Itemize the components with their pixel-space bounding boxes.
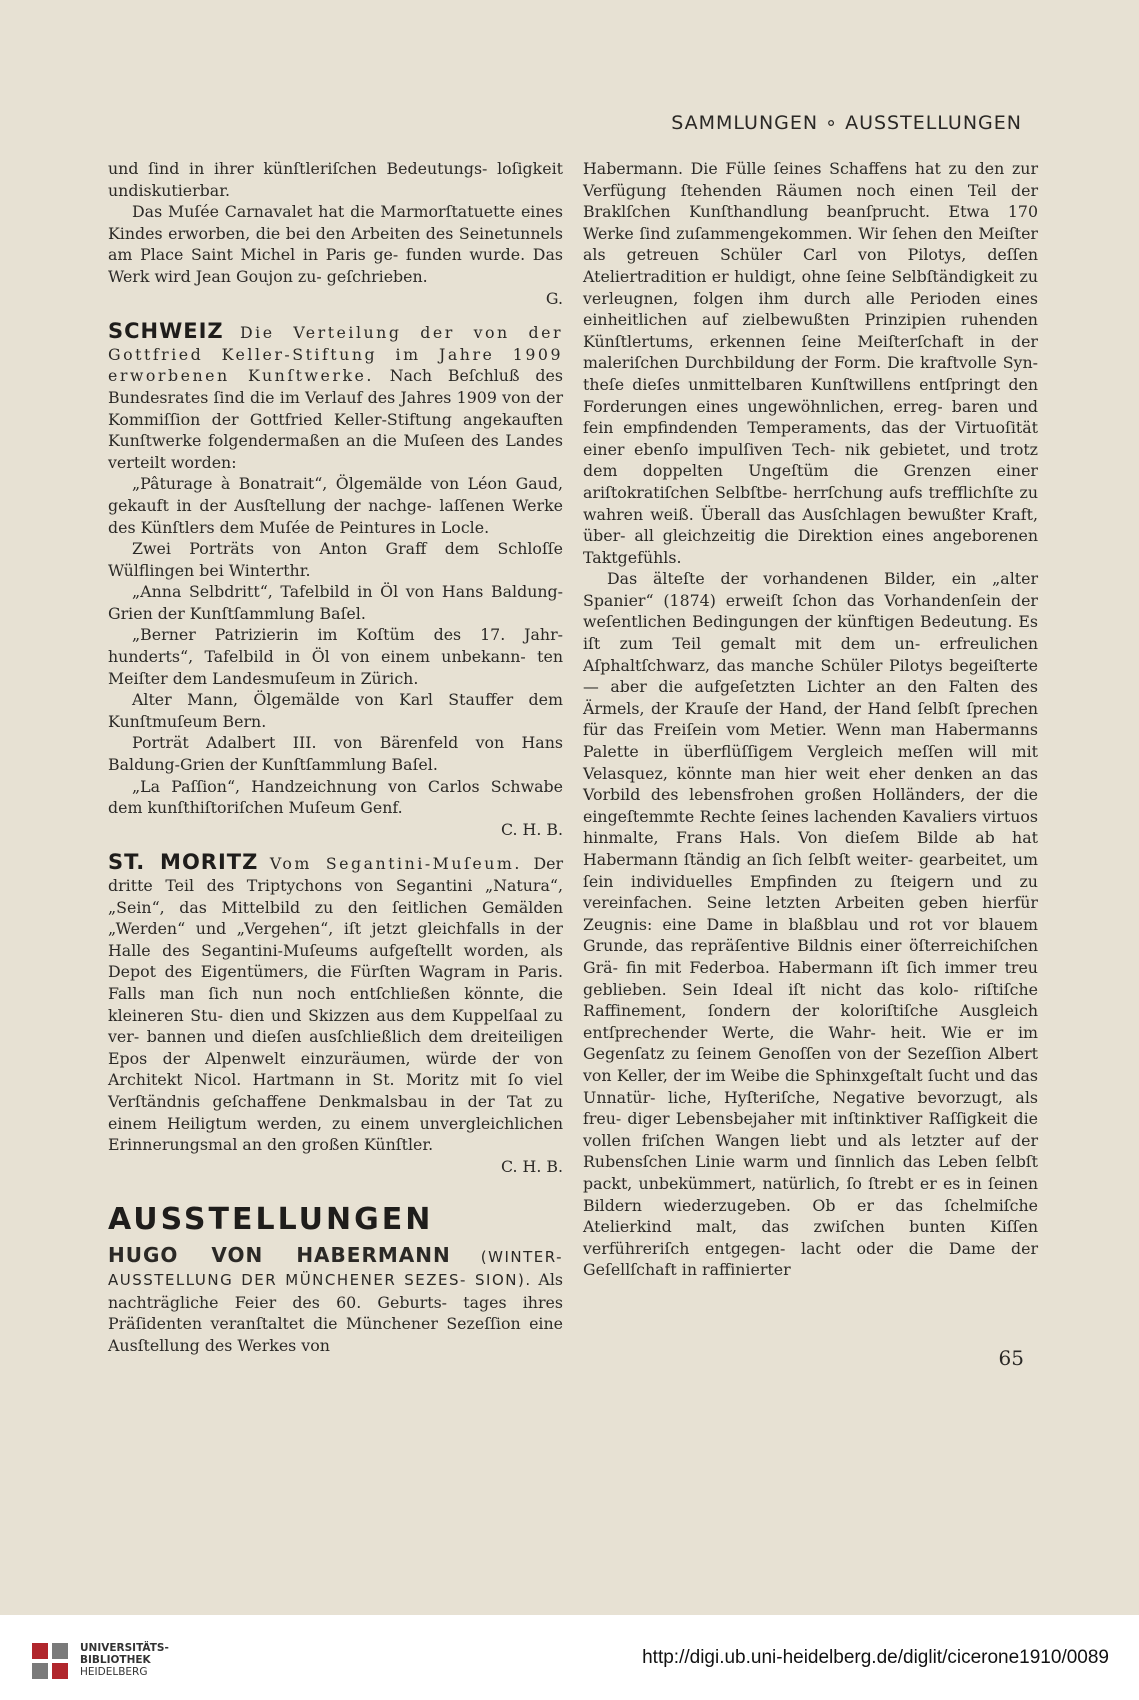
signature: C. H. B. <box>500 1156 563 1176</box>
university-seal-icon <box>30 1641 70 1681</box>
library-name: UNIVERSITÄTS- BIBLIOTHEK HEIDELBERG <box>80 1642 169 1678</box>
list-item: „Berner Patrizierin im Koſtüm des 17. Jahr- hunderts“, Tafelbild in Öl von einem unbekann- ten Meiſter dem Landesmuſeum in Zürich. <box>108 625 563 688</box>
page-content <box>108 96 1036 1596</box>
section-habermann: HUGO VON HABERMANN (WINTER- AUSSTELLUNG DER MÜNCHENER SEZES- SION). Als nachträgliche Feier des 60. Geburts- tages ihres Präſidenten veranſtaltet die Münchener Sezeſſion eine Ausſtellung des Werkes von <box>108 1243 563 1355</box>
signature: G. <box>545 288 563 308</box>
section-st-moritz: ST. MORITZ Vom Segantini-Muſeum. Der dritte Teil des Triptychons von Segantini „Natura“, „Sein“, das Mittelbild zu den ſeitlichen Gemälden „Werden“ und „Vergehen“, iſt jetzt gleichfalls in der Halle des Segantini-Muſeums aufgeſtellt worden, als Depot des Eigentümers, die Fürſten Wagram in Paris. Falls man ſich nun noch entſchließen könnte, die kleineren Stu- dien und Skizzen aus dem Kuppelſaal zu ver- bannen und dieſen ausſchließlich dem dreiteiligen Epos der Alpenwelt einzuräumen, würde der von Architekt Nicol. Hartmann in St. Moritz mit ſo viel Verſtändnis geſchaffene Denkmalsbau in der Tat zu einem Heiligtum werden, zu einem unvergleichlichen Erinnerungsmal an den großen Künſtler. <box>108 850 564 1155</box>
paragraph: Das Muſée Carnavalet hat die Marmorſtatuette eines Kindes erworben, die bei den Arbeiten des Seinetunnels am Place Saint Michel in Paris ge- funden wurde. Das Werk wird Jean Goujon zu- geſchrieben. G. <box>108 202 563 308</box>
right-column <box>583 158 1038 1281</box>
source-url-link[interactable]: http://digi.ub.uni-heidelberg.de/diglit/cicerone1910/0089 <box>642 1647 1109 1668</box>
paragraph: und ſind in ihrer künſtleriſchen Bedeutungs- loſigkeit undiskutierbar. <box>108 159 563 200</box>
section-heading-ausstellungen: AUSSTELLUNGEN <box>108 1202 434 1238</box>
list-item: „Pâturage à Bonatrait“, Ölgemälde von Léon Gaud, gekauft in der Ausſtellung der nachge- laſſenen Werke des Künſtlers dem Muſée de Peintures in Locle. <box>108 474 563 537</box>
spaced-lead: Die Verteilung der von der Gottfried Keller-Stiftung im Jahre 1909 erworbenen Kunſtwerke. <box>108 323 563 386</box>
list-item: Zwei Porträts von Anton Graff dem Schloſſe Wülflingen bei Winterthr. <box>108 539 563 580</box>
page-number: 65 <box>998 1346 1024 1370</box>
paragraph: Das älteſte der vorhandenen Bilder, ein „alter Spanier“ (1874) erweiſt ſchon das Vorhandenſein der weſentlichen Bedingungen der künftigen Bedeutung. Es iſt zum Teil gemalt mit dem un- erfreulichen Aſphaltſchwarz, das manche Schüler Pilotys begeiſterte — aber die aufgeſetzten Lichter an den Falten des Ärmels, der Krauſe der Hand, der Hand ſelbſt ſprechen für das Freiſein vom Metier. Wenn man Habermanns Palette in überflüſſigem Vergleich meſſen will mit Velasquez, könnte man hier weit eher denken an das Vorbild des lebensfrohen großen Holländers, der die eingeſtemmte Rechte ſeines lachenden Kavaliers virtuos hinmalte, Frans Hals. Von dieſem Bilde ab hat Habermann ſtändig an ſich ſelbſt weiter- gearbeitet, um ſein individuelles Empfinden zu ſteigern und zu vereinfachen. Seine letzten Arbeiten geben hierfür Zeugnis: eine Dame in blaßblau und rot vor blauem Grunde, das repräſentive Bildnis einer öſterreichiſchen Grä- fin mit Federboa. Habermann iſt ſich immer treu geblieben. Sein Ideal iſt nicht das kolo- riſtiſche Raffinement, ſondern der koloriſtiſche Ausgleich entſprechender Werte, die Wahr- heit. Wie er im Gegenſatz zu ſeinem Genoſſen von der Sezeſſion Albert von Keller, der im Weibe die Sphinxgeſtalt ſucht und das Unnatür- liche, Hyſteriſche, Negative bevorzugt, als freu- diger Lebensbejaher mit inſtinktiver Raſſigkeit die vollen friſchen Wangen liebt und als letzter auf der Rubensſchen Linie warm und ſinnlich das Leben ſelbſt packt, unbekümmert, natürlich, ſo ſtrebt er es in ſeinen Bildern wiederzugeben. Ob er das ſchelmiſche Atelierkind malt, das zwiſchen bunten Kiſſen verführeriſch entgegen- lacht oder die Dame der Geſellſchaft in raffinierter <box>583 569 1038 1280</box>
left-column <box>108 158 563 1356</box>
list-item: Alter Mann, Ölgemälde von Karl Stauffer dem Kunſtmuſeum Bern. <box>108 690 563 731</box>
running-head: SAMMLUNGEN ∘ AUSSTELLUNGEN <box>671 112 1022 134</box>
spaced-lead: Vom Segantini-Muſeum. <box>269 854 522 874</box>
section-schweiz: SCHWEIZ Die Verteilung der von der Gottfried Keller-Stiftung im Jahre 1909 erworbenen Kunſtwerke. Nach Beſchluß des Bundesrates ſind die im Verlauf des Jahres 1909 von der Kommiſſion der Gottfried Keller-Stiftung angekauften Kunſtwerke folgendermaßen an die Muſeen des Landes verteilt worden: <box>108 319 563 472</box>
list-item: Porträt Adalbert III. von Bärenfeld von Hans Baldung-Grien der Kunſtſammlung Baſel. <box>108 733 563 775</box>
section-heading: SCHWEIZ <box>108 319 224 344</box>
list-item: „Anna Selbdritt“, Tafelbild in Öl von Hans Baldung-Grien der Kunſtſammlung Baſel. <box>108 582 563 623</box>
sub-heading-caps: (WINTER- AUSSTELLUNG DER MÜNCHENER SEZES- SION). <box>108 1248 563 1289</box>
signature: C. H. B. <box>500 819 563 839</box>
section-heading: ST. MORITZ <box>108 850 259 875</box>
paragraph: Habermann. Die Fülle ſeines Schaffens hat zu den zur Verfügung ſtehenden Räumen noch einen Teil der Braklſchen Kunſthandlung beanſprucht. Etwa 170 Werke ſind zuſammengekommen. Wir ſehen den Meiſter als getreuen Schüler Carl von Pilotys, deſſen Ateliertradition er huldigt, ohne ſeine Selbſtändigkeit zu verleugnen, folgen ihm durch alle Perioden eines einheitlichen auf zielbewußten Prinzipien ruhenden Künſtlertums, erkennen ſeine Meiſterſchaft in der maleriſchen Durchbildung der Form. Die kraftvolle Syn- theſe dieſes unmittelbaren Kunſtwillens entſpringt den Forderungen eines ungewöhnlichen, erreg- baren und fein empfindenden Temperaments, das der Virtuoſität einer ebenſo impulſiven Tech- nik gebietet, und trotz dem doppelten Ungeſtüm die Grenzen einer ariſtokratiſchen Selbſtbe- herrſchung aufs trefflichſte zu wahren weiß. Überall das Ausſchlagen bewußter Kraft, über- all gleichzeitig die Direktion eines angeborenen Taktgefühls. <box>583 159 1038 567</box>
footer-bar <box>0 1615 1139 1700</box>
sub-heading: HUGO VON HABERMANN <box>108 1243 451 1268</box>
list-item: „La Paſſion“, Handzeichnung von Carlos Schwabe dem kunſthiſtoriſchen Muſeum Genf. <box>108 776 563 818</box>
